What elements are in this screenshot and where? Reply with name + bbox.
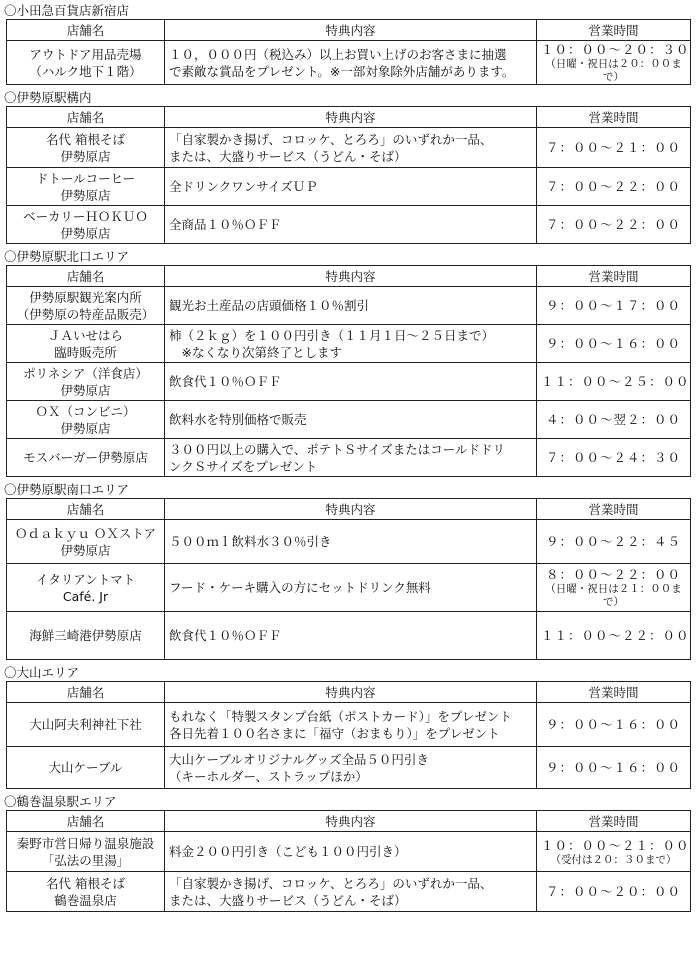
section-title: 〇伊勢原駅構内 <box>4 90 92 105</box>
hours-note: （受付は２０：３０まで） <box>550 853 677 866</box>
shop-table <box>6 810 691 912</box>
benefit-line: もれなく「特製スタンプ台紙（ポストカード）」をプレゼント <box>169 708 512 724</box>
table-row <box>7 439 691 477</box>
hours-cell <box>537 168 691 206</box>
header-hours: 営業時間 <box>537 107 691 128</box>
hours-cell <box>537 439 691 477</box>
table-row <box>7 325 691 363</box>
table-header-row <box>7 499 691 520</box>
benefit-cell <box>165 703 537 747</box>
benefit-cell <box>165 206 537 244</box>
table-row <box>7 363 691 401</box>
header-store: 店舗名 <box>7 499 165 520</box>
store-name-line: Ｏｄａｋｙｕ ＯＸストア <box>14 525 157 541</box>
header-hours: 営業時間 <box>537 811 691 832</box>
table-row <box>7 401 691 439</box>
benefit-line: 飲料水を特別価格で販売 <box>169 412 307 427</box>
hours-text: ８：００〜２２：００ <box>545 567 681 582</box>
hours-text: ９：００〜２２：４５ <box>545 534 681 549</box>
benefit-cell <box>165 832 537 872</box>
hours-cell <box>537 703 691 747</box>
header-benefit: 特典内容 <box>165 682 537 703</box>
hours-text: ９：００〜１６：００ <box>545 717 681 732</box>
hours-cell <box>537 612 691 660</box>
benefit-line: ５００ｍｌ飲料水３０％引き <box>169 534 332 549</box>
benefit-cell <box>165 363 537 401</box>
hours-cell <box>537 206 691 244</box>
hours-cell <box>537 128 691 168</box>
benefit-line: 大山ケーブルオリジナルグッズ全品５０円引き <box>169 751 429 767</box>
table-row <box>7 128 691 168</box>
table-header-row <box>7 20 691 41</box>
store-name-line: モスバーガー伊勢原店 <box>23 450 148 465</box>
hours-cell <box>537 564 691 612</box>
benefit-cell <box>165 612 537 660</box>
store-name-cell <box>7 325 165 363</box>
store-name-cell <box>7 41 165 85</box>
benefit-line: または、大盛りサービス（うどん・そば） <box>169 892 407 908</box>
store-name-line: 大山阿夫利神社下社 <box>29 717 142 732</box>
hours-text: ９：００〜１７：００ <box>545 298 681 313</box>
benefit-cell <box>165 401 537 439</box>
benefit-line: 各日先着１００名さまに「福守（おまもり）」をプレゼント <box>169 725 500 741</box>
store-name-line: 臨時販売所 <box>54 344 117 360</box>
header-benefit: 特典内容 <box>165 499 537 520</box>
hours-cell <box>537 363 691 401</box>
hours-text: １０：００〜２１：００ <box>541 837 690 853</box>
benefit-cell <box>165 520 537 564</box>
store-name-line: （伊勢原の特産品販売） <box>16 306 155 322</box>
benefit-cell <box>165 564 537 612</box>
table-row <box>7 520 691 564</box>
shop-table <box>6 106 691 244</box>
store-name-line: 伊勢原店 <box>60 420 111 436</box>
section-title: 〇鶴巻温泉駅エリア <box>4 794 117 809</box>
benefit-cell <box>165 128 537 168</box>
hours-cell <box>537 401 691 439</box>
benefit-line: 「自家製かき揚げ、コロッケ、とろろ」のいずれか一品、 <box>169 131 493 147</box>
header-hours: 営業時間 <box>537 682 691 703</box>
store-name-cell <box>7 363 165 401</box>
store-name-cell <box>7 520 165 564</box>
store-name-line: ＪＡいせはら <box>47 327 123 343</box>
store-name-line: 伊勢原店 <box>60 187 111 203</box>
hours-cell <box>537 872 691 912</box>
benefit-line: 料金２００円引き（こども１００円引き） <box>169 844 407 859</box>
store-name-line: 秦野市営日帰り温泉施設 <box>16 835 155 851</box>
store-name-cell <box>7 564 165 612</box>
benefit-line: で素敵な賞品をプレゼント。※一部対象除外店舗があります。 <box>169 63 515 79</box>
store-name-line: 名代 箱根そば <box>46 875 125 891</box>
store-name-line: 伊勢原店 <box>60 542 111 558</box>
table-row <box>7 287 691 325</box>
hours-text: １１：００〜２２：００ <box>541 628 690 643</box>
store-name-line: アウトドア用品売場 <box>29 46 142 62</box>
store-name-line: 伊勢原店 <box>60 225 111 241</box>
store-name-cell <box>7 832 165 872</box>
store-name-cell <box>7 168 165 206</box>
header-hours: 営業時間 <box>537 499 691 520</box>
store-name-line: （ハルク地下１階） <box>29 63 142 79</box>
shop-table <box>6 19 691 85</box>
store-name-line: 伊勢原店 <box>60 148 111 164</box>
benefit-line: ※なくなり次第終了とします <box>169 344 342 360</box>
shop-table <box>6 681 691 789</box>
store-name-cell <box>7 703 165 747</box>
hours-text: ７：００〜２０：００ <box>545 884 681 899</box>
hours-cell <box>537 41 691 85</box>
table-row <box>7 747 691 789</box>
store-name-cell <box>7 872 165 912</box>
store-name-cell <box>7 747 165 789</box>
benefit-cell <box>165 168 537 206</box>
store-name-line: 鶴巻温泉店 <box>54 892 117 908</box>
table-header-row <box>7 811 691 832</box>
store-name-line: 伊勢原駅観光案内所 <box>29 289 142 305</box>
benefit-cell <box>165 439 537 477</box>
header-store: 店舗名 <box>7 682 165 703</box>
store-name-line: 海鮮三崎港伊勢原店 <box>29 628 142 643</box>
hours-text: ９：００〜１６：００ <box>545 760 681 775</box>
table-row <box>7 832 691 872</box>
store-name-line: 伊勢原店 <box>60 382 111 398</box>
header-hours: 営業時間 <box>537 20 691 41</box>
hours-cell <box>537 287 691 325</box>
hours-text: ７：００〜２２：００ <box>545 179 681 194</box>
benefit-cell <box>165 747 537 789</box>
store-name-line: ベーカリーＨＯＫＵＯ <box>23 208 148 224</box>
header-hours: 営業時間 <box>537 266 691 287</box>
store-name-line: イタリアントマト <box>35 571 136 587</box>
benefit-line: 飲食代１０％ＯＦＦ <box>169 374 282 389</box>
hours-text: ９：００〜１６：００ <box>545 336 681 351</box>
hours-text: ７：００〜２４：３０ <box>545 450 681 465</box>
store-name-cell <box>7 128 165 168</box>
store-name-line: Café. Jr <box>62 588 109 604</box>
header-benefit: 特典内容 <box>165 20 537 41</box>
store-name-cell <box>7 612 165 660</box>
header-benefit: 特典内容 <box>165 107 537 128</box>
header-benefit: 特典内容 <box>165 811 537 832</box>
section-title: 〇大山エリア <box>4 665 80 680</box>
table-row <box>7 206 691 244</box>
benefit-line: 柿（２ｋｇ）を１００円引き（１１月１日〜２５日まで） <box>169 327 495 343</box>
benefit-line: 観光お土産品の店頭価格１０％割引 <box>169 298 370 313</box>
store-name-cell <box>7 287 165 325</box>
benefit-line: または、大盛りサービス（うどん・そば） <box>169 148 407 164</box>
hours-cell <box>537 832 691 872</box>
header-store: 店舗名 <box>7 266 165 287</box>
header-store: 店舗名 <box>7 20 165 41</box>
hours-cell <box>537 747 691 789</box>
store-name-line: ＯＸ（コンビニ） <box>35 403 136 419</box>
hours-text: ７：００〜２２：００ <box>545 217 681 232</box>
hours-text: １０：００〜２０：３０ <box>541 42 690 57</box>
header-store: 店舗名 <box>7 811 165 832</box>
benefit-line: １０，０００円（税込み）以上お買い上げのお客さまに抽選 <box>169 46 507 62</box>
table-row <box>7 703 691 747</box>
hours-cell <box>537 325 691 363</box>
hours-text: ７：００〜２１：００ <box>545 140 681 155</box>
header-benefit: 特典内容 <box>165 266 537 287</box>
benefit-line: 全ドリンクワンサイズＵＰ <box>169 179 318 194</box>
section-title: 〇伊勢原駅北口エリア <box>4 249 130 264</box>
benefit-line: 「自家製かき揚げ、コロッケ、とろろ」のいずれか一品、 <box>169 875 493 891</box>
table-header-row <box>7 107 691 128</box>
table-row <box>7 612 691 660</box>
benefit-line: （キーホルダー、ストラップほか） <box>169 768 368 784</box>
hours-note: （日曜・祝日は２１：００まで） <box>545 583 682 608</box>
hours-note: （日曜・祝日は２０：００まで） <box>545 58 682 83</box>
benefit-cell <box>165 287 537 325</box>
section-title: 〇伊勢原駅南口エリア <box>4 482 130 497</box>
store-name-line: 名代 箱根そば <box>46 131 125 147</box>
table-row <box>7 168 691 206</box>
table-row <box>7 41 691 85</box>
store-name-cell <box>7 206 165 244</box>
benefit-cell <box>165 872 537 912</box>
benefit-cell <box>165 41 537 85</box>
shop-table <box>6 265 691 477</box>
hours-text: ４：００〜翌２：００ <box>545 412 681 427</box>
section-title: 〇小田急百貨店新宿店 <box>4 3 130 18</box>
benefit-line: 全商品１０％ＯＦＦ <box>169 217 282 232</box>
table-row <box>7 564 691 612</box>
benefit-line: ３００円以上の購入で、ポテトＳサイズまたはコールドドリ <box>169 441 506 457</box>
store-name-cell <box>7 401 165 439</box>
store-name-line: ドトールコーヒー <box>35 170 136 186</box>
shop-table <box>6 498 691 660</box>
store-name-line: ポリネシア（洋食店） <box>23 365 148 381</box>
header-store: 店舗名 <box>7 107 165 128</box>
store-name-line: 大山ケーブル <box>48 760 123 775</box>
benefit-cell <box>165 325 537 363</box>
hours-text: １１：００〜２５：００ <box>541 374 690 389</box>
hours-cell <box>537 520 691 564</box>
table-row <box>7 872 691 912</box>
benefit-line: フード・ケーキ購入の方にセットドリンク無料 <box>169 580 431 595</box>
store-name-cell <box>7 439 165 477</box>
table-header-row <box>7 682 691 703</box>
store-name-line: 「弘法の里湯」 <box>41 852 130 868</box>
benefit-line: 飲食代１０％ＯＦＦ <box>169 628 282 643</box>
table-header-row <box>7 266 691 287</box>
benefit-line: ンクＳサイズをプレゼント <box>169 458 318 474</box>
